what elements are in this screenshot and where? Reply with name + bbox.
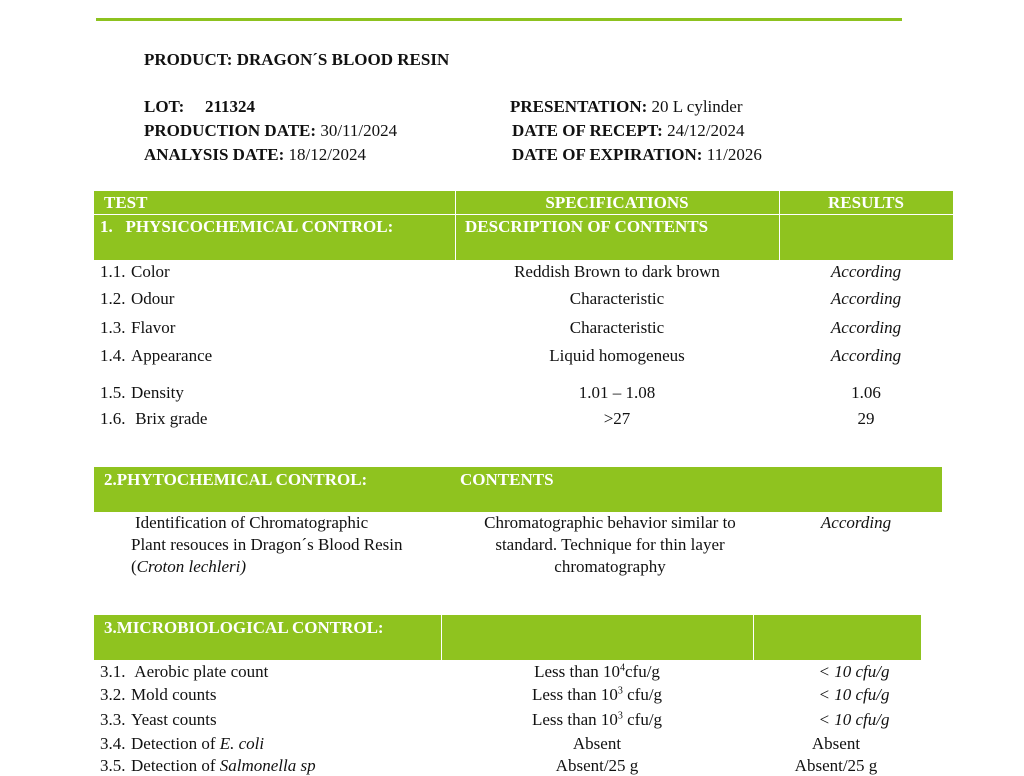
row-test-name: Mold counts bbox=[131, 685, 217, 704]
row-spec: Characteristic bbox=[569, 318, 665, 337]
row-spec: 1.01 – 1.08 bbox=[578, 383, 656, 402]
test-name-text: Detection of bbox=[131, 756, 220, 775]
spec-text: Less than 10 bbox=[534, 662, 620, 681]
spec-exponent: 3 bbox=[617, 710, 623, 722]
row-result: 29 bbox=[857, 409, 875, 428]
row-test-name: Color bbox=[131, 262, 170, 281]
top-green-rule bbox=[96, 18, 902, 21]
row-spec: Reddish Brown to dark brown bbox=[514, 262, 720, 281]
spec-exponent: 3 bbox=[617, 685, 623, 697]
spec-text: Less than 10 bbox=[531, 710, 618, 729]
row-test-name bbox=[131, 756, 316, 776]
production-date bbox=[144, 121, 397, 141]
phyto-paren: ( bbox=[131, 557, 137, 576]
organism-name: Salmonella sp bbox=[219, 756, 316, 775]
row-spec: Absent/25 g bbox=[555, 756, 639, 775]
phyto-result: According bbox=[820, 513, 892, 532]
microbiological-title: 3.MICROBIOLOGICAL CONTROL: bbox=[104, 618, 384, 637]
row-result: < 10 cfu/g bbox=[818, 662, 890, 681]
presentation-value: 20 L cylinder bbox=[651, 97, 743, 116]
row-spec: Absent bbox=[572, 734, 622, 753]
row-spec bbox=[442, 685, 752, 705]
spec-text: Less than 10 bbox=[531, 685, 618, 704]
phyto-spec-line-2: standard. Technique for thin layer bbox=[495, 535, 725, 554]
col-header-results: RESULTS bbox=[828, 193, 904, 212]
row-result: According bbox=[830, 346, 902, 365]
presentation-label: PRESENTATION: bbox=[510, 97, 648, 116]
row-test-name bbox=[131, 734, 264, 754]
row-spec bbox=[442, 662, 752, 682]
row-test-name: Appearance bbox=[131, 346, 213, 365]
row-test-name: Density bbox=[131, 383, 184, 402]
micro-col-divider-1 bbox=[441, 615, 442, 660]
row-number: 1.3. bbox=[100, 318, 126, 337]
row-test-name: Aerobic plate count bbox=[131, 662, 269, 681]
analysis-date-label: ANALYSIS DATE: bbox=[144, 145, 285, 164]
row-spec: Characteristic bbox=[569, 289, 665, 308]
row-spec bbox=[442, 710, 752, 730]
expiration-date bbox=[512, 145, 762, 165]
row-number: 3.1. bbox=[100, 662, 126, 681]
expiration-date-value: 11/2026 bbox=[706, 145, 762, 164]
spec-unit: cfu/g bbox=[622, 710, 663, 729]
test-name-text: Detection of bbox=[131, 734, 220, 753]
row-test-name: Brix grade bbox=[131, 409, 208, 428]
row-number: 1.2. bbox=[100, 289, 126, 308]
presentation bbox=[510, 97, 742, 117]
row-test-name: Odour bbox=[131, 289, 175, 308]
physicochemical-title: 1. PHYSICOCHEMICAL CONTROL: bbox=[100, 217, 394, 236]
production-date-value: 30/11/2024 bbox=[320, 121, 398, 140]
receipt-date bbox=[512, 121, 745, 141]
analysis-date-value: 18/12/2024 bbox=[288, 145, 366, 164]
row-result: According bbox=[830, 289, 902, 308]
col-header-specifications: SPECIFICATIONS bbox=[545, 193, 689, 212]
receipt-date-value: 24/12/2024 bbox=[667, 121, 745, 140]
receipt-date-label: DATE OF RECEPT: bbox=[512, 121, 663, 140]
phyto-test-line-2: Plant resouces in Dragon´s Blood Resin bbox=[131, 535, 403, 554]
row-number: 1.6. bbox=[100, 409, 126, 428]
phyto-species: Croton lechleri) bbox=[136, 557, 247, 576]
row-spec: >27 bbox=[603, 409, 631, 428]
row-number: 1.1. bbox=[100, 262, 126, 281]
spec-exponent: 4 bbox=[620, 662, 625, 674]
row-number: 3.2. bbox=[100, 685, 126, 704]
row-number: 3.5. bbox=[100, 756, 126, 775]
row-result: 1.06 bbox=[851, 383, 881, 402]
production-date-label: PRODUCTION DATE: bbox=[144, 121, 317, 140]
row-result: < 10 cfu/g bbox=[818, 710, 890, 729]
phyto-test-line-3 bbox=[131, 557, 246, 577]
expiration-date-label: DATE OF EXPIRATION: bbox=[512, 145, 703, 164]
row-result: According bbox=[830, 318, 902, 337]
row-number: 1.4. bbox=[100, 346, 126, 365]
lot-label: LOT: bbox=[144, 97, 185, 116]
organism-name: E. coli bbox=[219, 734, 265, 753]
row-result: Absent/25 g bbox=[794, 756, 878, 775]
product-title: PRODUCT: DRAGON´S BLOOD RESIN bbox=[144, 50, 450, 69]
row-test-name: Yeast counts bbox=[131, 710, 217, 729]
row-spec: Liquid homogeneus bbox=[549, 346, 685, 365]
phyto-test-line-1: Identification of Chromatographic bbox=[135, 513, 369, 532]
phyto-spec-line-3: chromatography bbox=[554, 557, 666, 576]
phyto-spec-line-1: Chromatographic behavior similar to bbox=[484, 513, 736, 532]
micro-col-divider-2 bbox=[753, 615, 754, 660]
header-divider bbox=[94, 214, 953, 215]
spec-unit: cfu/g bbox=[625, 662, 660, 681]
row-number: 3.3. bbox=[100, 710, 126, 729]
row-result: Absent bbox=[811, 734, 861, 753]
row-result: < 10 cfu/g bbox=[818, 685, 890, 704]
physicochemical-description: DESCRIPTION OF CONTENTS bbox=[465, 217, 709, 236]
row-number: 3.4. bbox=[100, 734, 126, 753]
row-number: 1.5. bbox=[100, 383, 126, 402]
row-test-name: Flavor bbox=[131, 318, 176, 337]
analysis-date bbox=[144, 145, 366, 165]
phytochemical-contents: CONTENTS bbox=[460, 470, 554, 489]
row-result: According bbox=[830, 262, 902, 281]
col-header-test: TEST bbox=[104, 193, 148, 212]
phytochemical-title: 2.PHYTOCHEMICAL CONTROL: bbox=[104, 470, 368, 489]
spec-unit: cfu/g bbox=[622, 685, 663, 704]
lot-value: 211324 bbox=[205, 97, 256, 116]
